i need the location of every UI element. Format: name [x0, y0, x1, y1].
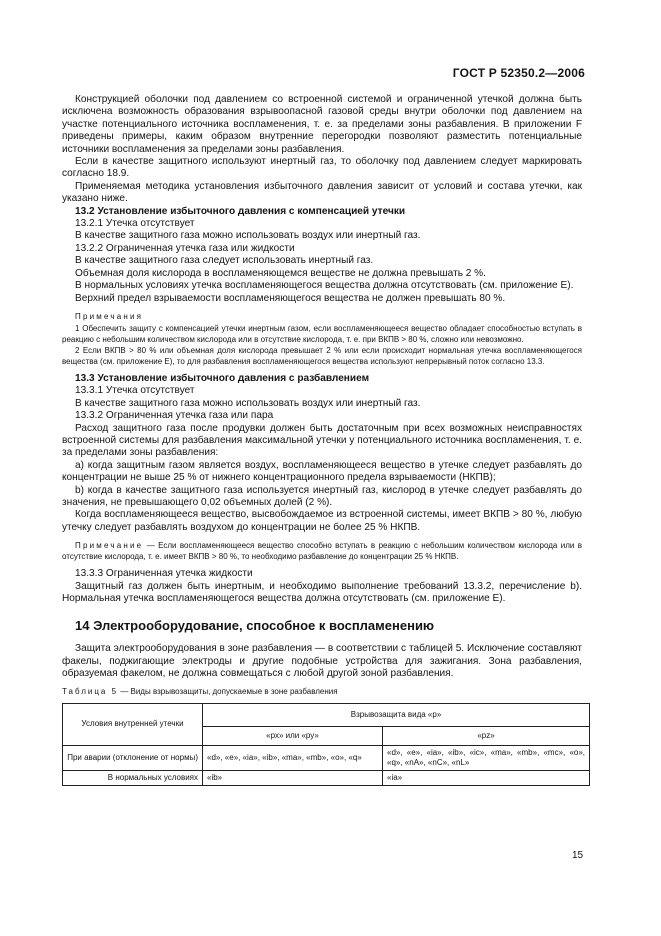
paragraph: Объемная доля кислорода в воспламеняющемся веществе не должна превышать 2 %. — [75, 267, 486, 279]
paragraph: Защитный газ должен быть инертным, и необходимо выполнение требований 13.3.2, перечисление b). Нормальная утечка воспламеняющегося вещества должна отсутствовать (см. приложение Е). — [62, 580, 582, 604]
note-1: 1 Обеспечить защиту с компенсацией утечки инертным газом, если воспламеняющееся вещество обладает способностью вступать в реакцию с небольшим количеством кислорода или в отсутствие кислорода, т. е. при ВКПВ > 80 %, сложно или невозможно. — [62, 323, 582, 344]
section-heading-14: 14 Электрооборудование, способное к воспламенению — [75, 618, 435, 634]
paragraph: Применяемая методика установления избыточного давления зависит от условий и состава утечки, как указано ниже. — [62, 180, 582, 205]
table-row — [63, 770, 590, 785]
subsection-13-3-1: 13.3.1 Утечка отсутствует — [75, 385, 195, 397]
paragraph: Конструкцией оболочки под давлением со встроенной системой и ограниченной утечкой должна быть исключена возможность образования взрывоопасной газовой среды внутри оболочки под давлением на участке потенциального источника воспламенения, т. е. за пределами зоны разбавления. В приложении F приведены примеры, каким образом внутренние перегородки позволяют разместить потенциальные источники воспламенения за пределами зоны разбавления. — [62, 94, 582, 155]
paragraph: В качестве защитного газа можно использовать воздух или инертный газ. — [75, 397, 421, 409]
cell-px-py: «d», «e», «ia», «ib», «ma», «mb», «o», «q» — [203, 745, 383, 770]
list-item-a: а) когда защитным газом является воздух, воспламеняющееся вещество в утечке следует разбавлять до концентрации не выше 25 % от нижнего концентрационного предела взрываемости (НКПВ); — [62, 459, 582, 484]
paragraph: Защита электрооборудования в зоне разбавления — в соответствии с таблицей 5. Исключение составляют факелы, поджигающие электроды и другие подобные устройства для зажигания. Зона разбавления, образуемая факелом, не должна совмещаться с любой другой зоной разбавления. — [62, 643, 582, 680]
paragraph: В нормальных условиях утечка воспламеняющегося вещества должна отсутствовать (см. приложение Е). — [75, 280, 574, 292]
column-header-px-py: «рх» или «ру» — [203, 726, 383, 745]
table-row — [63, 745, 590, 770]
note-2: 2 Если ВКПВ > 80 % или объемная доля кислорода превышает 2 % или если происходит нормальная утечка воспламеняющегося вещества (см. приложение Е), то для разбавления воспламеняющегося вещества используют непрерывный поток согласно 13.3. — [62, 345, 582, 366]
paragraph: Если в качестве защитного используют инертный газ, то оболочку под давлением следует маркировать согласно 18.9. — [62, 156, 582, 180]
table-caption — [62, 686, 582, 697]
cell-pz: «ia» — [383, 770, 590, 785]
section-heading-13-3: 13.3 Установление избыточного давления с разбавлением — [75, 372, 370, 384]
paragraph: В качестве защитного газа можно использовать воздух или инертный газ. — [75, 230, 421, 242]
paragraph: Верхний предел взрываемости воспламеняющегося вещества не должен превышать 80 %. — [75, 292, 506, 304]
paragraph: В качестве защитного газа следует использовать инертный газ. — [75, 255, 374, 267]
subsection-13-3-3: 13.3.3 Ограниченная утечка жидкости — [75, 568, 253, 580]
cell-condition: В нормальных условиях — [63, 770, 203, 785]
note-3-text: — Если воспламеняющееся вещество способно вступать в реакцию с небольшим количеством кислорода или в отсутствие кислорода, т. е. имеет ВКПВ > 80 %, то необходимо разбавление до концентрации 25 % НКПВ. — [62, 541, 582, 562]
column-header-group: Взрывозащита вида «р» — [203, 703, 590, 726]
paragraph: Расход защитного газа после продувки должен быть достаточным при всех возможных неисправностях встроенной системы для разбавления максимальной утечки у потенциального источника воспламенения, т. е. за пределами зоны разбавления: — [62, 422, 582, 459]
subsection-13-2-2: 13.2.2 Ограниченная утечка газа или жидкости — [75, 242, 295, 254]
list-item-b: b) когда в качестве защитного газа используется инертный газ, кислород в утечке следует разбавлять до значения, не превышающего 0,02 объемных долей (2 %). — [62, 484, 582, 508]
cell-px-py: «ib» — [203, 770, 383, 785]
column-header-pz: «pz» — [383, 726, 590, 745]
paragraph: Когда воспламеняющееся вещество, высвобождаемое из встроенной системы, имеет ВКПВ > 80 %, любую утечку следует разбавлять воздухом до концентрации не более 25 % НКПВ. — [62, 509, 582, 533]
cell-condition: При аварии (отклонение от нормы) — [63, 745, 203, 770]
section-heading-13-2: 13.2 Установление избыточного давления с компенсацией утечки — [75, 205, 406, 217]
standard-code-header: ГОСТ Р 52350.2—2006 — [452, 66, 585, 80]
column-header-conditions: Условия внутренней утечки — [63, 703, 203, 745]
subsection-13-3-2: 13.3.2 Ограниченная утечка газа или пара — [75, 410, 274, 422]
note-3 — [62, 540, 582, 562]
page-number: 15 — [572, 850, 584, 861]
notes-label: Примечания — [75, 311, 144, 321]
cell-pz: «d», «e», «ia», «ib», «ic», «ma», «mb», «mc», «o», «q», «nA», «nC», «nL» — [383, 745, 590, 770]
table-header-row — [63, 703, 590, 726]
table-caption-label: Таблица 5 — [62, 686, 119, 696]
protection-types-table — [62, 703, 590, 786]
subsection-13-2-1: 13.2.1 Утечка отсутствует — [75, 218, 195, 230]
note-3-label: Примечание — [75, 541, 144, 551]
document-body — [62, 94, 586, 786]
table-caption-text: — Виды взрывозащиты, допускаемые в зоне разбавления — [118, 686, 338, 696]
